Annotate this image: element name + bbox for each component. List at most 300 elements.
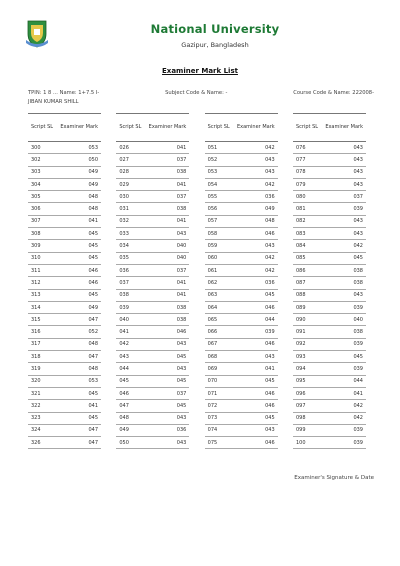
script-sl-cell: 071 xyxy=(205,387,234,399)
examiner-mark-cell: 043 xyxy=(234,166,278,178)
examiner-mark-cell: 045 xyxy=(234,375,278,387)
table-row xyxy=(205,289,278,301)
script-sl-cell: 063 xyxy=(205,289,234,301)
examiner-mark-cell: 045 xyxy=(57,228,101,240)
table-row xyxy=(28,277,101,289)
table-row xyxy=(28,264,101,276)
script-sl-cell: 324 xyxy=(28,424,57,436)
script-sl-cell: 319 xyxy=(28,363,57,375)
examiner-mark-cell: 052 xyxy=(57,326,101,338)
table-row xyxy=(116,277,189,289)
examiner-mark-cell: 042 xyxy=(234,252,278,264)
examiner-mark-cell: 039 xyxy=(234,326,278,338)
table-row xyxy=(293,252,366,264)
script-sl-cell: 026 xyxy=(116,142,145,154)
script-sl-cell: 039 xyxy=(116,301,145,313)
table-row xyxy=(293,154,366,166)
examiner-mark-cell: 043 xyxy=(146,437,190,449)
script-sl-cell: 042 xyxy=(116,338,145,350)
script-sl-cell: 035 xyxy=(116,252,145,264)
script-sl-cell: 099 xyxy=(293,424,322,436)
script-sl-cell: 314 xyxy=(28,301,57,313)
script-sl-cell: 077 xyxy=(293,154,322,166)
table-row xyxy=(205,264,278,276)
table-row xyxy=(116,252,189,264)
table-row xyxy=(116,228,189,240)
table-row xyxy=(293,264,366,276)
script-sl-cell: 326 xyxy=(28,437,57,449)
script-sl-header: Script SL xyxy=(293,114,322,142)
script-sl-cell: 302 xyxy=(28,154,57,166)
examiner-mark-cell: 039 xyxy=(322,301,366,313)
examiner-mark-cell: 036 xyxy=(234,277,278,289)
script-sl-cell: 068 xyxy=(205,351,234,363)
signature-line: Examiner's Signature & Date xyxy=(294,475,374,481)
table-row xyxy=(28,412,101,424)
table-row xyxy=(293,400,366,412)
table-row xyxy=(205,154,278,166)
table-row xyxy=(293,228,366,240)
table-row xyxy=(205,166,278,178)
table-row xyxy=(116,240,189,252)
examiner-mark-cell: 045 xyxy=(57,289,101,301)
script-sl-cell: 307 xyxy=(28,215,57,227)
script-sl-cell: 081 xyxy=(293,203,322,215)
script-sl-header: Script SL xyxy=(28,114,57,142)
mark-table xyxy=(116,113,189,449)
examiner-mark-cell: 046 xyxy=(57,277,101,289)
examiner-mark-cell: 048 xyxy=(234,215,278,227)
script-sl-cell: 300 xyxy=(28,142,57,154)
examiner-info: TPIN: 1 8 ... Name: 1+7.5 I- xyxy=(28,90,100,96)
table-row xyxy=(116,166,189,178)
examiner-mark-cell: 047 xyxy=(57,314,101,326)
script-sl-cell: 083 xyxy=(293,228,322,240)
table-row xyxy=(116,203,189,215)
script-sl-cell: 082 xyxy=(293,215,322,227)
table-row xyxy=(293,289,366,301)
examiner-mark-cell: 045 xyxy=(234,412,278,424)
examiner-mark-cell: 041 xyxy=(322,387,366,399)
table-row xyxy=(293,375,366,387)
table-row xyxy=(293,437,366,449)
script-sl-cell: 070 xyxy=(205,375,234,387)
table-row xyxy=(28,289,101,301)
mark-tables xyxy=(28,113,366,449)
script-sl-cell: 087 xyxy=(293,277,322,289)
table-row xyxy=(28,240,101,252)
table-row xyxy=(116,264,189,276)
table-row xyxy=(28,375,101,387)
examiner-mark-cell: 041 xyxy=(146,277,190,289)
examiner-mark-cell: 038 xyxy=(322,326,366,338)
script-sl-cell: 067 xyxy=(205,338,234,350)
examiner-mark-cell: 049 xyxy=(57,178,101,190)
script-sl-cell: 321 xyxy=(28,387,57,399)
table-row xyxy=(205,338,278,350)
examiner-mark-cell: 043 xyxy=(322,228,366,240)
table-row xyxy=(293,191,366,203)
script-sl-cell: 027 xyxy=(116,154,145,166)
script-sl-cell: 030 xyxy=(116,191,145,203)
script-sl-cell: 090 xyxy=(293,314,322,326)
script-sl-cell: 036 xyxy=(116,264,145,276)
examiner-mark-cell: 047 xyxy=(57,424,101,436)
examiner-mark-cell: 045 xyxy=(57,387,101,399)
script-sl-cell: 086 xyxy=(293,264,322,276)
table-row xyxy=(205,191,278,203)
script-sl-cell: 055 xyxy=(205,191,234,203)
table-row xyxy=(293,387,366,399)
script-sl-cell: 322 xyxy=(28,400,57,412)
script-sl-cell: 047 xyxy=(116,400,145,412)
subject-info: Subject Code & Name: - xyxy=(165,90,228,96)
table-row xyxy=(28,166,101,178)
script-sl-cell: 318 xyxy=(28,351,57,363)
script-sl-cell: 100 xyxy=(293,437,322,449)
examiner-mark-cell: 043 xyxy=(234,154,278,166)
script-sl-cell: 304 xyxy=(28,178,57,190)
examiner-mark-cell: 046 xyxy=(234,338,278,350)
script-sl-cell: 315 xyxy=(28,314,57,326)
examiner-mark-header: Examiner Mark xyxy=(234,114,278,142)
script-sl-cell: 033 xyxy=(116,228,145,240)
examiner-mark-cell: 043 xyxy=(234,240,278,252)
script-sl-cell: 310 xyxy=(28,252,57,264)
examiner-mark-cell: 039 xyxy=(322,338,366,350)
table-row xyxy=(28,154,101,166)
script-sl-cell: 303 xyxy=(28,166,57,178)
table-row xyxy=(28,424,101,436)
script-sl-cell: 038 xyxy=(116,289,145,301)
table-row xyxy=(293,178,366,190)
table-row xyxy=(205,203,278,215)
table-row xyxy=(28,203,101,215)
script-sl-cell: 316 xyxy=(28,326,57,338)
script-sl-cell: 052 xyxy=(205,154,234,166)
table-row xyxy=(116,363,189,375)
table-row xyxy=(28,400,101,412)
examiner-mark-cell: 042 xyxy=(322,400,366,412)
table-row xyxy=(28,228,101,240)
script-sl-cell: 092 xyxy=(293,338,322,350)
examiner-mark-cell: 038 xyxy=(322,277,366,289)
examiner-mark-cell: 037 xyxy=(146,154,190,166)
table-row xyxy=(28,191,101,203)
table-row xyxy=(116,215,189,227)
examiner-mark-cell: 042 xyxy=(322,240,366,252)
table-row xyxy=(293,351,366,363)
examiner-mark-cell: 042 xyxy=(234,264,278,276)
examiner-mark-cell: 042 xyxy=(234,178,278,190)
examiner-mark-cell: 045 xyxy=(322,351,366,363)
examiner-mark-cell: 043 xyxy=(322,166,366,178)
examiner-mark-cell: 041 xyxy=(57,400,101,412)
examiner-mark-cell: 049 xyxy=(234,203,278,215)
table-row xyxy=(205,363,278,375)
table-row xyxy=(205,424,278,436)
script-sl-cell: 074 xyxy=(205,424,234,436)
examiner-mark-cell: 049 xyxy=(57,301,101,313)
examiner-mark-cell: 037 xyxy=(322,191,366,203)
table-row xyxy=(293,301,366,313)
script-sl-cell: 073 xyxy=(205,412,234,424)
examiner-mark-cell: 040 xyxy=(146,240,190,252)
script-sl-cell: 095 xyxy=(293,375,322,387)
header xyxy=(0,22,400,49)
table-row xyxy=(205,240,278,252)
script-sl-cell: 080 xyxy=(293,191,322,203)
examiner-mark-cell: 053 xyxy=(57,375,101,387)
script-sl-cell: 046 xyxy=(116,387,145,399)
script-sl-cell: 075 xyxy=(205,437,234,449)
examiner-mark-cell: 047 xyxy=(57,351,101,363)
examiner-mark-cell: 045 xyxy=(234,289,278,301)
mark-table xyxy=(205,113,278,449)
table-row xyxy=(116,314,189,326)
script-sl-cell: 045 xyxy=(116,375,145,387)
examiner-mark-cell: 046 xyxy=(234,400,278,412)
table-row xyxy=(28,387,101,399)
examiner-mark-cell: 040 xyxy=(322,314,366,326)
examiner-name: JIBAN KUMAR SHILL xyxy=(28,99,79,105)
examiner-mark-cell: 045 xyxy=(146,375,190,387)
table-row xyxy=(28,326,101,338)
examiner-mark-cell: 038 xyxy=(146,166,190,178)
script-sl-cell: 076 xyxy=(293,142,322,154)
examiner-mark-cell: 043 xyxy=(234,424,278,436)
script-sl-cell: 078 xyxy=(293,166,322,178)
examiner-mark-cell: 041 xyxy=(146,142,190,154)
examiner-mark-cell: 049 xyxy=(57,166,101,178)
examiner-mark-cell: 043 xyxy=(322,215,366,227)
examiner-mark-cell: 045 xyxy=(57,240,101,252)
examiner-mark-cell: 041 xyxy=(57,215,101,227)
examiner-mark-cell: 039 xyxy=(322,437,366,449)
examiner-mark-cell: 037 xyxy=(146,191,190,203)
script-sl-cell: 040 xyxy=(116,314,145,326)
script-sl-cell: 308 xyxy=(28,228,57,240)
examiner-mark-cell: 043 xyxy=(322,289,366,301)
examiner-mark-cell: 043 xyxy=(322,142,366,154)
mark-table xyxy=(293,113,366,449)
script-sl-cell: 058 xyxy=(205,228,234,240)
script-sl-cell: 323 xyxy=(28,412,57,424)
table-row xyxy=(293,142,366,154)
table-row xyxy=(28,178,101,190)
examiner-mark-cell: 043 xyxy=(146,228,190,240)
university-name: National University xyxy=(150,22,280,36)
page-title: Examiner Mark List xyxy=(162,67,238,75)
script-sl-cell: 066 xyxy=(205,326,234,338)
examiner-mark-cell: 036 xyxy=(234,191,278,203)
examiner-mark-cell: 038 xyxy=(146,203,190,215)
examiner-mark-cell: 045 xyxy=(57,412,101,424)
table-row xyxy=(116,289,189,301)
table-row xyxy=(28,338,101,350)
table-row xyxy=(293,326,366,338)
table-row xyxy=(28,215,101,227)
examiner-mark-cell: 048 xyxy=(57,191,101,203)
script-sl-cell: 043 xyxy=(116,351,145,363)
script-sl-cell: 098 xyxy=(293,412,322,424)
examiner-mark-cell: 050 xyxy=(57,154,101,166)
table-row xyxy=(293,314,366,326)
examiner-mark-cell: 044 xyxy=(234,314,278,326)
table-row xyxy=(116,301,189,313)
table-row xyxy=(293,203,366,215)
examiner-mark-cell: 036 xyxy=(146,424,190,436)
script-sl-cell: 061 xyxy=(205,264,234,276)
examiner-mark-cell: 037 xyxy=(146,387,190,399)
examiner-mark-cell: 046 xyxy=(57,264,101,276)
script-sl-cell: 029 xyxy=(116,178,145,190)
examiner-mark-header: Examiner Mark xyxy=(322,114,366,142)
script-sl-cell: 089 xyxy=(293,301,322,313)
script-sl-cell: 306 xyxy=(28,203,57,215)
examiner-mark-cell: 046 xyxy=(146,326,190,338)
table-row xyxy=(28,252,101,264)
table-row xyxy=(116,424,189,436)
table-row xyxy=(205,375,278,387)
table-row xyxy=(293,240,366,252)
table-row xyxy=(293,363,366,375)
table-row xyxy=(293,166,366,178)
examiner-mark-cell: 045 xyxy=(57,252,101,264)
script-sl-cell: 056 xyxy=(205,203,234,215)
script-sl-cell: 057 xyxy=(205,215,234,227)
script-sl-cell: 034 xyxy=(116,240,145,252)
table-row xyxy=(205,142,278,154)
examiner-mark-cell: 045 xyxy=(146,351,190,363)
script-sl-cell: 069 xyxy=(205,363,234,375)
table-row xyxy=(116,437,189,449)
examiner-mark-cell: 046 xyxy=(234,228,278,240)
table-row xyxy=(116,400,189,412)
table-row xyxy=(293,424,366,436)
examiner-mark-cell: 039 xyxy=(322,363,366,375)
examiner-mark-cell: 044 xyxy=(322,375,366,387)
script-sl-cell: 031 xyxy=(116,203,145,215)
examiner-mark-cell: 038 xyxy=(146,314,190,326)
examiner-mark-cell: 043 xyxy=(146,363,190,375)
table-row xyxy=(205,277,278,289)
examiner-mark-cell: 037 xyxy=(146,264,190,276)
examiner-mark-cell: 041 xyxy=(146,178,190,190)
table-row xyxy=(293,277,366,289)
examiner-mark-cell: 043 xyxy=(322,154,366,166)
script-sl-cell: 097 xyxy=(293,400,322,412)
exam-meta xyxy=(28,90,374,105)
examiner-mark-cell: 046 xyxy=(234,437,278,449)
table-row xyxy=(205,314,278,326)
examiner-mark-cell: 041 xyxy=(234,363,278,375)
table-row xyxy=(28,142,101,154)
table-row xyxy=(28,314,101,326)
table-row xyxy=(28,351,101,363)
script-sl-cell: 032 xyxy=(116,215,145,227)
script-sl-cell: 053 xyxy=(205,166,234,178)
mark-table xyxy=(28,113,101,449)
script-sl-cell: 059 xyxy=(205,240,234,252)
script-sl-cell: 072 xyxy=(205,400,234,412)
table-row xyxy=(116,142,189,154)
examiner-mark-cell: 043 xyxy=(146,338,190,350)
table-row xyxy=(205,301,278,313)
table-row xyxy=(28,437,101,449)
script-sl-cell: 085 xyxy=(293,252,322,264)
examiner-mark-header: Examiner Mark xyxy=(57,114,101,142)
examiner-mark-cell: 043 xyxy=(322,178,366,190)
script-sl-cell: 028 xyxy=(116,166,145,178)
script-sl-cell: 048 xyxy=(116,412,145,424)
university-location: Gazipur, Bangladesh xyxy=(181,41,249,49)
script-sl-cell: 096 xyxy=(293,387,322,399)
examiner-mark-cell: 042 xyxy=(234,142,278,154)
table-row xyxy=(205,178,278,190)
script-sl-cell: 320 xyxy=(28,375,57,387)
table-row xyxy=(116,178,189,190)
script-sl-cell: 305 xyxy=(28,191,57,203)
table-row xyxy=(116,375,189,387)
table-row xyxy=(116,351,189,363)
course-info: Course Code & Name: 222008- xyxy=(293,90,374,96)
script-sl-cell: 312 xyxy=(28,277,57,289)
examiner-mark-cell: 043 xyxy=(146,412,190,424)
examiner-mark-cell: 053 xyxy=(57,142,101,154)
script-sl-cell: 311 xyxy=(28,264,57,276)
script-sl-cell: 088 xyxy=(293,289,322,301)
examiner-mark-cell: 048 xyxy=(57,363,101,375)
examiner-mark-header: Examiner Mark xyxy=(146,114,190,142)
examiner-mark-cell: 043 xyxy=(234,351,278,363)
examiner-mark-cell: 041 xyxy=(146,289,190,301)
table-row xyxy=(116,191,189,203)
examiner-mark-cell: 045 xyxy=(146,400,190,412)
examiner-mark-cell: 038 xyxy=(322,264,366,276)
script-sl-cell: 050 xyxy=(116,437,145,449)
script-sl-cell: 062 xyxy=(205,277,234,289)
table-row xyxy=(293,412,366,424)
table-row xyxy=(205,400,278,412)
script-sl-cell: 065 xyxy=(205,314,234,326)
script-sl-cell: 079 xyxy=(293,178,322,190)
table-row xyxy=(205,387,278,399)
table-row xyxy=(293,215,366,227)
script-sl-header: Script SL xyxy=(205,114,234,142)
table-row xyxy=(293,338,366,350)
examiner-mark-cell: 048 xyxy=(57,203,101,215)
examiner-mark-cell: 040 xyxy=(146,252,190,264)
table-row xyxy=(205,215,278,227)
table-row xyxy=(116,387,189,399)
script-sl-cell: 313 xyxy=(28,289,57,301)
script-sl-cell: 044 xyxy=(116,363,145,375)
script-sl-cell: 091 xyxy=(293,326,322,338)
table-row xyxy=(205,412,278,424)
script-sl-cell: 060 xyxy=(205,252,234,264)
table-row xyxy=(205,252,278,264)
examiner-mark-cell: 046 xyxy=(234,387,278,399)
examiner-mark-cell: 048 xyxy=(57,338,101,350)
table-row xyxy=(116,412,189,424)
examiner-mark-cell: 045 xyxy=(322,252,366,264)
table-row xyxy=(28,301,101,313)
table-row xyxy=(205,326,278,338)
table-row xyxy=(28,363,101,375)
table-row xyxy=(205,351,278,363)
script-sl-cell: 093 xyxy=(293,351,322,363)
